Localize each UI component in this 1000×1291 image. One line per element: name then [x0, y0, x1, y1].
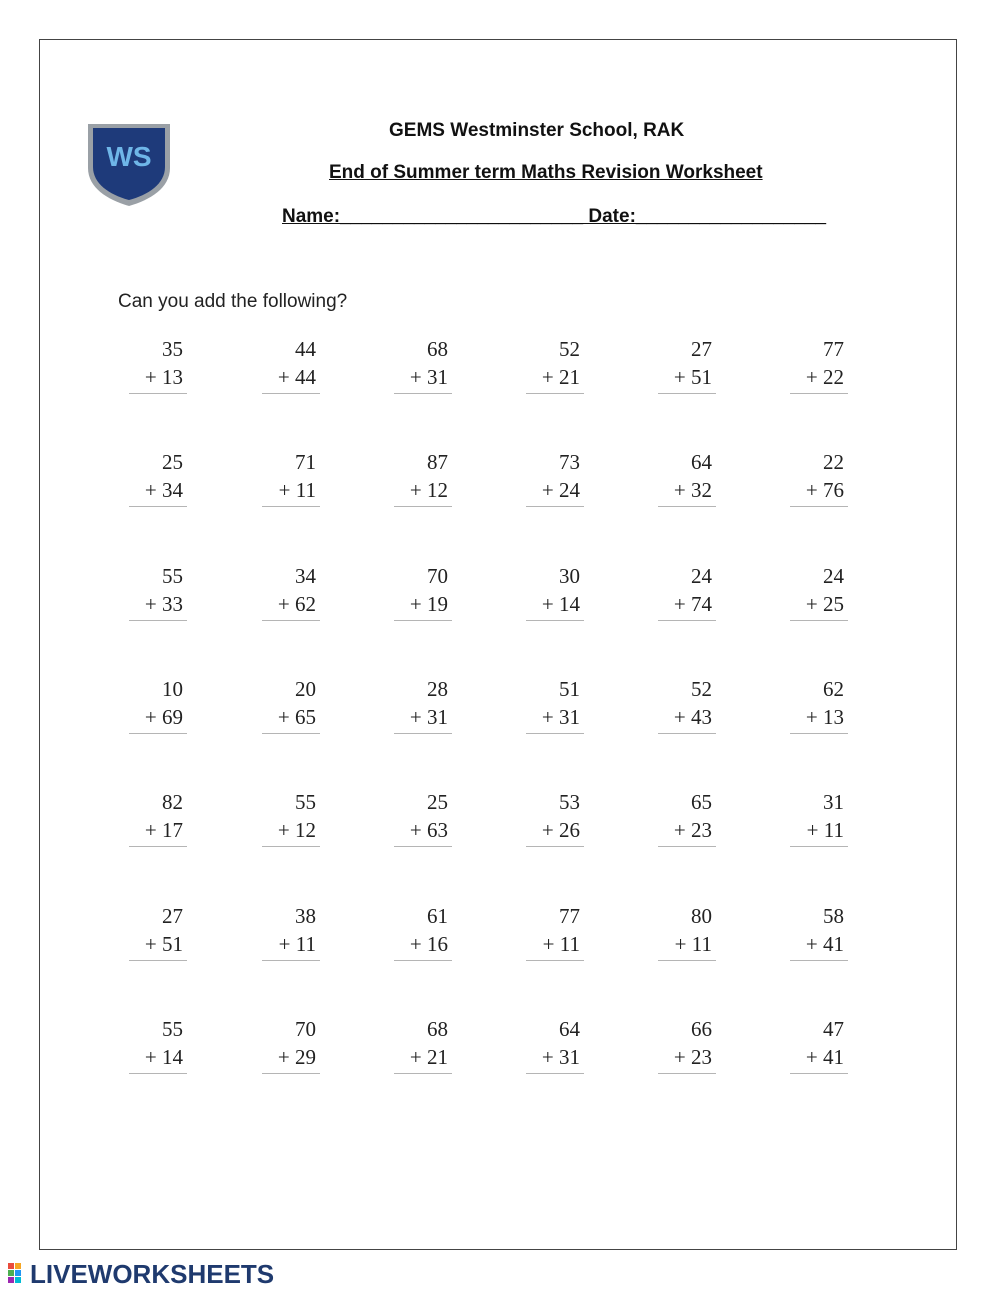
addend-bottom: + 11: [542, 932, 580, 956]
addend-top: 64: [691, 450, 712, 474]
addend-top: 73: [559, 450, 580, 474]
addition-problem: [388, 450, 448, 510]
answer-line[interactable]: [658, 846, 716, 847]
answer-line[interactable]: [394, 733, 452, 734]
addend-bottom: + 24: [541, 478, 580, 502]
logo-text: WS: [106, 141, 152, 172]
addend-top: 68: [427, 1017, 448, 1041]
addend-bottom: + 12: [277, 818, 316, 842]
addition-problem: [652, 677, 712, 737]
addend-bottom: + 65: [277, 705, 316, 729]
addend-top: 77: [559, 904, 580, 928]
answer-line[interactable]: [790, 506, 848, 507]
answer-line[interactable]: [394, 960, 452, 961]
answer-line[interactable]: [658, 733, 716, 734]
addend-bottom: + 19: [409, 592, 448, 616]
answer-line[interactable]: [790, 960, 848, 961]
answer-line[interactable]: [658, 393, 716, 394]
addition-problem: [652, 564, 712, 624]
liveworksheets-brand: LIVEWORKSHEETS: [30, 1259, 275, 1289]
addend-bottom: + 33: [144, 592, 183, 616]
answer-line[interactable]: [262, 960, 320, 961]
answer-line[interactable]: [394, 506, 452, 507]
addend-top: 55: [162, 564, 183, 588]
answer-line[interactable]: [129, 506, 187, 507]
addend-top: 24: [691, 564, 712, 588]
addend-top: 25: [427, 790, 448, 814]
addition-problem: [520, 904, 580, 964]
addition-problem: [256, 337, 316, 397]
addend-top: 47: [823, 1017, 844, 1041]
addend-top: 77: [823, 337, 844, 361]
addition-problem: [123, 904, 183, 964]
addition-problem: [388, 337, 448, 397]
addition-problem: [652, 450, 712, 510]
addend-top: 24: [823, 564, 844, 588]
addition-problem: [256, 1017, 316, 1077]
addend-bottom: + 26: [541, 818, 580, 842]
addend-bottom: + 31: [409, 365, 448, 389]
addend-top: 62: [823, 677, 844, 701]
addition-problem: [652, 790, 712, 850]
liveworksheets-logo-icon: [8, 1263, 30, 1285]
addend-bottom: + 16: [409, 932, 448, 956]
addend-bottom: + 34: [144, 478, 183, 502]
addend-bottom: + 69: [144, 705, 183, 729]
addend-bottom: + 74: [673, 592, 712, 616]
addend-bottom: + 76: [805, 478, 844, 502]
addend-bottom: + 11: [674, 932, 712, 956]
answer-line[interactable]: [658, 960, 716, 961]
addend-bottom: + 23: [673, 818, 712, 842]
worksheet-title: End of Summer term Maths Revision Worksheet: [329, 162, 763, 183]
name-date-line: Name:_______________________ Date:__________________: [282, 206, 827, 227]
addend-top: 66: [691, 1017, 712, 1041]
answer-line[interactable]: [526, 1073, 584, 1074]
addition-problem: [256, 677, 316, 737]
addition-problem: [123, 677, 183, 737]
addend-bottom: + 41: [805, 932, 844, 956]
addend-top: 55: [162, 1017, 183, 1041]
question-prompt: Can you add the following?: [118, 291, 348, 312]
answer-line[interactable]: [394, 846, 452, 847]
addition-problem: [256, 450, 316, 510]
addition-problem: [388, 790, 448, 850]
answer-line[interactable]: [658, 506, 716, 507]
answer-line[interactable]: [262, 506, 320, 507]
addition-problem: [520, 1017, 580, 1077]
addend-top: 70: [427, 564, 448, 588]
addend-top: 35: [162, 337, 183, 361]
answer-line[interactable]: [394, 393, 452, 394]
answer-line[interactable]: [129, 733, 187, 734]
addend-top: 22: [823, 450, 844, 474]
addend-bottom: + 29: [277, 1045, 316, 1069]
answer-line[interactable]: [526, 846, 584, 847]
addend-bottom: + 13: [144, 365, 183, 389]
addition-problem: [123, 450, 183, 510]
addend-top: 34: [295, 564, 316, 588]
addend-bottom: + 41: [805, 1045, 844, 1069]
addition-problem: [256, 564, 316, 624]
addition-problem: [388, 564, 448, 624]
addend-top: 82: [162, 790, 183, 814]
addend-top: 38: [295, 904, 316, 928]
answer-line[interactable]: [790, 620, 848, 621]
addend-bottom: + 11: [278, 932, 316, 956]
answer-line[interactable]: [262, 620, 320, 621]
answer-line[interactable]: [262, 1073, 320, 1074]
answer-line[interactable]: [262, 846, 320, 847]
answer-line[interactable]: [262, 733, 320, 734]
answer-line[interactable]: [262, 393, 320, 394]
addend-top: 70: [295, 1017, 316, 1041]
addend-top: 30: [559, 564, 580, 588]
addend-top: 61: [427, 904, 448, 928]
answer-line[interactable]: [129, 620, 187, 621]
addition-problem: [256, 904, 316, 964]
answer-line[interactable]: [129, 846, 187, 847]
addend-top: 52: [559, 337, 580, 361]
answer-line[interactable]: [394, 620, 452, 621]
answer-line[interactable]: [658, 620, 716, 621]
addend-top: 25: [162, 450, 183, 474]
addition-problem: [123, 337, 183, 397]
addend-bottom: + 63: [409, 818, 448, 842]
addend-top: 68: [427, 337, 448, 361]
addition-problem: [123, 1017, 183, 1077]
addend-top: 80: [691, 904, 712, 928]
answer-line[interactable]: [790, 1073, 848, 1074]
addend-bottom: + 12: [409, 478, 448, 502]
addend-bottom: + 11: [806, 818, 844, 842]
answer-line[interactable]: [526, 620, 584, 621]
addend-top: 31: [823, 790, 844, 814]
addition-problem: [784, 337, 844, 397]
addend-top: 27: [691, 337, 712, 361]
addend-bottom: + 32: [673, 478, 712, 502]
addend-bottom: + 23: [673, 1045, 712, 1069]
addition-problem: [652, 904, 712, 964]
addend-bottom: + 14: [541, 592, 580, 616]
addend-top: 87: [427, 450, 448, 474]
answer-line[interactable]: [790, 846, 848, 847]
addend-top: 52: [691, 677, 712, 701]
addend-bottom: + 21: [541, 365, 580, 389]
addition-problem: [388, 904, 448, 964]
addition-problem: [520, 677, 580, 737]
addend-top: 10: [162, 677, 183, 701]
addend-bottom: + 17: [144, 818, 183, 842]
answer-line[interactable]: [526, 393, 584, 394]
addition-problem: [784, 450, 844, 510]
addition-problem: [784, 790, 844, 850]
addend-top: 71: [295, 450, 316, 474]
addition-problem: [520, 337, 580, 397]
addition-problem: [784, 904, 844, 964]
answer-line[interactable]: [658, 1073, 716, 1074]
addend-bottom: + 22: [805, 365, 844, 389]
answer-line[interactable]: [790, 393, 848, 394]
addend-bottom: + 25: [805, 592, 844, 616]
addend-bottom: + 11: [278, 478, 316, 502]
answer-line[interactable]: [394, 1073, 452, 1074]
addend-top: 58: [823, 904, 844, 928]
addend-bottom: + 21: [409, 1045, 448, 1069]
addend-bottom: + 13: [805, 705, 844, 729]
answer-line[interactable]: [526, 960, 584, 961]
addend-top: 64: [559, 1017, 580, 1041]
addition-problem: [520, 790, 580, 850]
addend-top: 55: [295, 790, 316, 814]
answer-line[interactable]: [526, 506, 584, 507]
answer-line[interactable]: [129, 960, 187, 961]
addend-bottom: + 62: [277, 592, 316, 616]
addend-bottom: + 43: [673, 705, 712, 729]
addition-problem: [520, 450, 580, 510]
school-name: GEMS Westminster School, RAK: [389, 120, 685, 141]
addition-problem: [123, 564, 183, 624]
addition-problem: [784, 564, 844, 624]
addend-bottom: + 14: [144, 1045, 183, 1069]
addition-problem: [520, 564, 580, 624]
addend-bottom: + 31: [541, 1045, 580, 1069]
answer-line[interactable]: [790, 733, 848, 734]
addend-top: 53: [559, 790, 580, 814]
addend-top: 51: [559, 677, 580, 701]
addend-top: 44: [295, 337, 316, 361]
addend-top: 28: [427, 677, 448, 701]
addition-problem: [388, 677, 448, 737]
addition-problem: [123, 790, 183, 850]
addition-problem: [784, 677, 844, 737]
addend-bottom: + 31: [541, 705, 580, 729]
addition-problem: [652, 337, 712, 397]
addition-problem: [784, 1017, 844, 1077]
addition-problem: [388, 1017, 448, 1077]
addend-bottom: + 44: [277, 365, 316, 389]
addend-bottom: + 31: [409, 705, 448, 729]
answer-line[interactable]: [129, 1073, 187, 1074]
answer-line[interactable]: [129, 393, 187, 394]
addend-bottom: + 51: [144, 932, 183, 956]
answer-line[interactable]: [526, 733, 584, 734]
addend-top: 20: [295, 677, 316, 701]
addition-problem: [256, 790, 316, 850]
addend-bottom: + 51: [673, 365, 712, 389]
addend-top: 65: [691, 790, 712, 814]
addition-problem: [652, 1017, 712, 1077]
addend-top: 27: [162, 904, 183, 928]
